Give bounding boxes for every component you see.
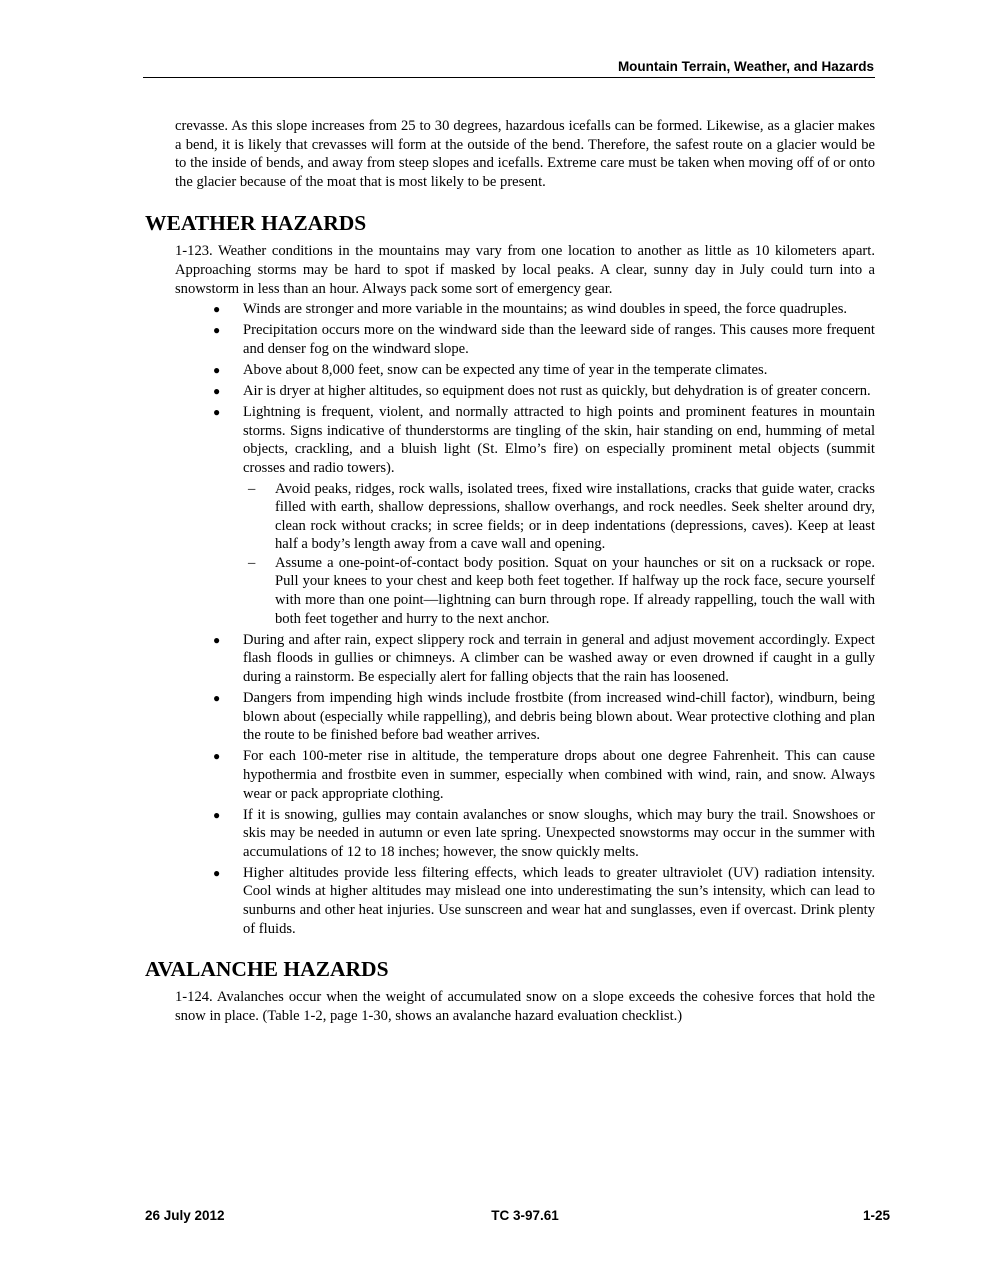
footer-date: 26 July 2012 xyxy=(145,1208,225,1223)
list-item xyxy=(213,300,875,319)
header-rule xyxy=(143,77,875,78)
running-header-title: Mountain Terrain, Weather, and Hazards xyxy=(617,59,874,74)
list-item xyxy=(213,747,875,803)
bullet-icon: ● xyxy=(213,362,221,377)
list-item xyxy=(213,361,875,380)
bullet-text: Precipitation occurs more on the windward side than the leeward side of ranges. This causes more frequent and denser fog on the windward slope. xyxy=(243,322,875,357)
bullet-text: Air is dryer at higher altitudes, so equipment does not rust as quickly, but dehydration is of greater concern. xyxy=(243,383,871,400)
list-item xyxy=(213,689,875,745)
sub-list-item xyxy=(248,480,875,554)
page-body xyxy=(145,117,875,1025)
bullet-icon: ● xyxy=(213,749,221,764)
bullet-icon: ● xyxy=(213,632,221,647)
list-item xyxy=(213,806,875,862)
bullet-icon: ● xyxy=(213,691,221,706)
footer-doc-id: TC 3-97.61 xyxy=(491,1208,559,1223)
bullet-text: Higher altitudes provide less filtering effects, which leads to greater ultraviolet (UV) radiation intensity. Cool winds at higher altitudes may mislead one into underestimating the sun’s intensity, which can lead to sunburns and other heat injuries. Use sunscreen and wear hat and sunglasses, even if overcast. Drink plenty of fluids. xyxy=(243,864,875,937)
bullet-icon: ● xyxy=(213,302,221,317)
bullet-text: Above about 8,000 feet, snow can be expected any time of year in the temperate climates. xyxy=(243,361,768,378)
list-item xyxy=(213,403,875,628)
bullet-icon: ● xyxy=(213,384,221,399)
sub-item-text: Assume a one-point-of-contact body position. Squat on your haunches or sit on a rucksack or rope. Pull your knees to your chest and keep both feet together. If halfway up the rock face, secure yourself with more than one point—lightning can burn through rope. If already rappelling, touch the wall with both feet together and hurry to the next anchor. xyxy=(275,554,875,627)
avalanche-paragraph: 1-124. Avalanches occur when the weight of accumulated snow on a slope exceeds the cohesive forces that hold the snow in place. (Table 1-2, page 1-30, shows an avalanche hazard evaluation checklist.) xyxy=(175,989,875,1024)
list-item xyxy=(213,382,875,401)
bullet-text: For each 100-meter rise in altitude, the temperature drops about one degree Fahrenheit. This can cause hypothermia and frostbite even in summer, especially when combined with wind, rain, and snow. Always wear or pack appropriate clothing. xyxy=(243,748,875,802)
bullet-text: If it is snowing, gullies may contain avalanches or snow sloughs, which may bury the trail. Snowshoes or skis may be needed in autumn or even late spring. Unexpected snowstorms may occur in the summer with accumulations of 12 to 18 inches; however, the snow quickly melts. xyxy=(243,806,875,860)
bullet-icon: ● xyxy=(213,405,221,420)
dash-icon: – xyxy=(248,554,256,571)
bullet-text: During and after rain, expect slippery rock and terrain in general and adjust movement accordingly. Expect flash floods in gullies or chimneys. A climber can be washed away or even drowned if caught in a gully during a rainstorm. Be especially alert for falling objects that the rain has loosened. xyxy=(243,631,875,685)
weather-hazards-heading: WEATHER HAZARDS xyxy=(145,211,367,236)
footer-page-number: 1-25 xyxy=(862,1208,890,1223)
bullet-text: Lightning is frequent, violent, and normally attracted to high points and prominent features in mountain storms. Signs indicative of thunderstorms are tingling of the skin, hair standing on end, humming of metal objects, crackling, and a bluish light (St. Elmo’s fire) on especially prominent metal objects (summit crosses and radio towers). xyxy=(243,404,875,476)
bullet-text: Dangers from impending high winds include frostbite (from increased wind-chill factor), windburn, being blown about (especially while rappelling), and debris being blown about. Wear protective clothing and plan the route to be finished before bad weather arrives. xyxy=(243,690,875,744)
lightning-subitem-list xyxy=(243,480,875,629)
bullet-icon: ● xyxy=(213,807,221,822)
intro-paragraph: crevasse. As this slope increases from 25 to 30 degrees, hazardous icefalls can be formed. Likewise, as a glacier makes a bend, it is likely that crevasses will form at the outside of the bend. Therefore, the safest route on a glacier would be to the inside of bends, and away from steep slopes and icefalls. Extreme care must be taken when moving off of or onto the glacier because of the moat that is most likely to be present. xyxy=(175,118,875,190)
sub-list-item xyxy=(248,554,875,628)
weather-paragraph: 1-123. Weather conditions in the mountains may vary from one location to another as little as 10 kilometers apart. Approaching storms may be hard to spot if masked by local peaks. A clear, sunny day in July could turn into a snowstorm in less than an hour. Always pack some sort of emergency gear. xyxy=(175,243,875,297)
bullet-text: Winds are stronger and more variable in the mountains; as wind doubles in speed, the force quadruples. xyxy=(243,301,848,318)
dash-icon: – xyxy=(248,480,256,497)
list-item xyxy=(213,631,875,687)
bullet-icon: ● xyxy=(213,323,221,338)
list-item xyxy=(213,864,875,938)
list-item xyxy=(213,321,875,358)
bullet-icon: ● xyxy=(213,865,221,880)
avalanche-hazards-heading: AVALANCHE HAZARDS xyxy=(145,957,389,982)
weather-bullet-list xyxy=(145,300,875,938)
sub-item-text: Avoid peaks, ridges, rock walls, isolated trees, fixed wire installations, cracks that guide water, cracks filled with earth, shallow depressions, shallow overhangs, and rock needles. Seek shelter around dry, clean rock without cracks; in scree fields; or in deep indentations (depressions, caves). Keep at least half a body’s length away from a cave wall and opening. xyxy=(275,480,875,553)
